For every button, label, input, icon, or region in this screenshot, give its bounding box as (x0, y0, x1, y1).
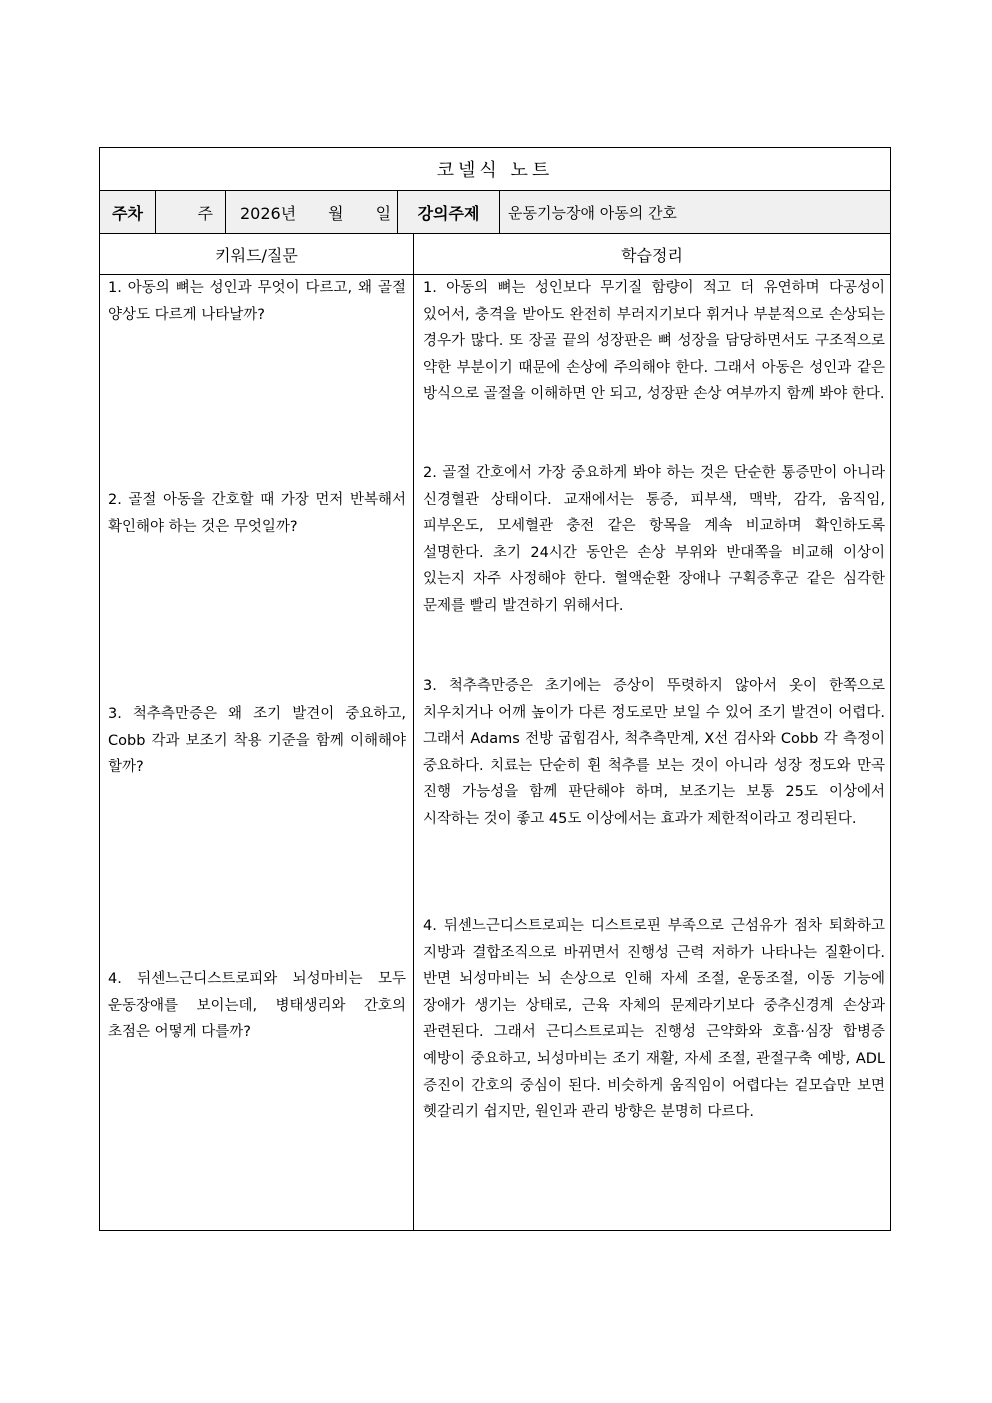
answer-2: 2. 골절 간호에서 가장 중요하게 봐야 하는 것은 단순한 통증만이 아니라 신경혈관 상태이다. 교재에서는 통증, 피부색, 맥박, 감각, 움직임, 피부온도, 모세혈관 충전 같은 항목을 계속 비교하며 확인하도록 설명한다. 초기 24시간 동안은 손상 부위와 반대쪽을 비교해 이상이 있는지 자주 사정해야 한다. 혈액순환 장애나 구획증후군 같은 심각한 문제를 빨리 발견하기 위해서다. (423, 465, 885, 614)
answer-1: 1. 아동의 뼈는 성인보다 무기질 함량이 적고 더 유연하며 다공성이 있어서, 충격을 받아도 완전히 부러지기보다 휘거나 부분적으로 손상되는 경우가 많다. 또 장골 끝의 성장판은 뼈 성장을 담당하면서도 구조적으로 약한 부분이기 때문에 손상에 주의해야 한다. 그래서 아동은 성인과 같은 방식으로 골절을 이해하면 안 되고, 성장판 손상 여부까지 함께 봐야 한다. (423, 280, 885, 403)
question-4: 4. 뒤센느근디스트로피와 뇌성마비는 모두 운동장애를 보이는데, 병태생리와 간호의 초점은 어떻게 다를까? (108, 971, 406, 1041)
topic-label: 강의주제 (398, 191, 500, 233)
info-row (100, 191, 890, 234)
note-title: 코넬식 노트 (100, 148, 890, 191)
week-field[interactable]: 주 (156, 191, 226, 233)
summary-header: 학습정리 (621, 245, 683, 265)
question-1: 1. 아동의 뼈는 성인과 무엇이 다르고, 왜 골절 양상도 다르게 나타날까? (108, 280, 406, 323)
question-2: 2. 골절 아동을 간호할 때 가장 먼저 반복해서 확인해야 하는 것은 무엇일까? (108, 492, 406, 535)
summary-column (414, 275, 890, 1230)
cornell-note-sheet (99, 147, 891, 1231)
answer-4: 4. 뒤센느근디스트로피는 디스트로핀 부족으로 근섬유가 점차 퇴화하고 지방과 결합조직으로 바뀌면서 진행성 근력 저하가 나타나는 질환이다. 반면 뇌성마비는 뇌 손상으로 인해 자세 조절, 운동조절, 이동 기능에 장애가 생기는 상태로, 근육 자체의 문제라기보다 중추신경계 손상과 관련된다. 그래서 근디스트로피는 진행성 근약화와 호흡·심장 합병증 예방이 중요하고, 뇌성마비는 조기 재활, 자세 조절, 관절구축 예방, ADL 증진이 간호의 중심이 된다. 비슷하게 움직임이 어렵다는 겉모습만 보면 헷갈리기 쉽지만, 원인과 관리 방향은 분명히 다르다. (423, 918, 885, 1121)
column-header-row (100, 234, 890, 275)
question-3: 3. 척추측만증은 왜 조기 발견이 중요하고, Cobb 각과 보조기 착용 기준을 함께 이해해야 할까? (108, 706, 406, 776)
topic-field[interactable]: 운동기능장애 아동의 간호 (508, 203, 677, 222)
week-label: 주차 (100, 191, 156, 233)
keywords-column (100, 275, 414, 1230)
answer-3: 3. 척추측만증은 초기에는 증상이 뚜렷하지 않아서 옷이 한쪽으로 치우치거나 어깨 높이가 다른 정도로만 보일 수 있어 조기 발견이 어렵다. 그래서 Adams 전방 굽힘검사, 척추측만계, X선 검사와 Cobb 각 측정이 중요하다. 치료는 단순히 휜 척추를 보는 것이 아니라 성장 정도와 만곡 진행 가능성을 함께 판단해야 하며, 보조기는 보통 25도 이상에서 시작하는 것이 좋고 45도 이상에서는 효과가 제한적이라고 정리된다. (423, 678, 885, 827)
note-body (100, 275, 890, 1230)
keywords-header: 키워드/질문 (100, 234, 414, 274)
date-field[interactable]: 2026년 월 일 (226, 191, 398, 233)
